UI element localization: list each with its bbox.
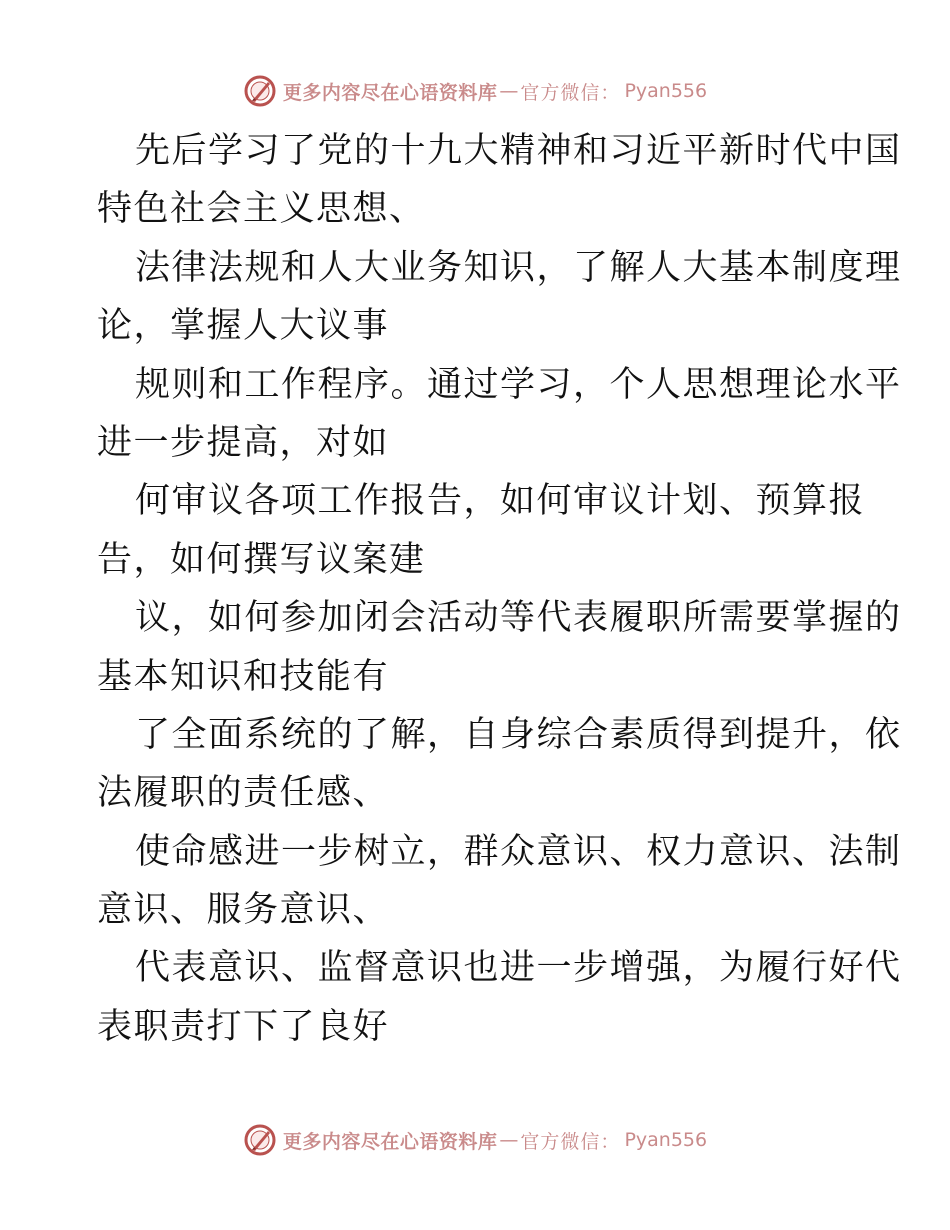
wechat-id: Pyan556 [624,80,708,102]
wechat-id: Pyan556 [624,1129,708,1151]
body-line-3: 法律法规和人大业务知识，了解人大基本制度理 [135,247,902,288]
footer-banner [0,1120,950,1160]
wechat-label: 官方微信： [520,1130,621,1153]
body-line-7: 何审议各项工作报告，如何审议计划、预算报 [135,481,866,522]
quill-logo-icon [243,1123,277,1157]
body-line-14: 意识、服务意识、 [97,890,390,931]
banner-dash: — [499,1129,519,1151]
body-line-4: 论，掌握人大议事 [97,306,390,347]
body-line-13: 使命感进一步树立，群众意识、权力意识、法制 [135,831,902,872]
banner-text: 更多内容尽在心语资料库 [282,1130,498,1153]
quill-logo-icon [243,74,277,108]
document-body [97,122,902,1056]
wechat-label: 官方微信： [520,81,621,104]
banner-text: 更多内容尽在心语资料库 [282,81,498,104]
body-line-8: 告，如何撰写议案建 [97,539,426,580]
header-banner [0,71,950,111]
body-line-9: 议，如何参加闭会活动等代表履职所需要掌握的 [135,598,902,639]
body-line-10: 基本知识和技能有 [97,656,390,697]
body-line-2: 特色社会主义思想、 [97,189,426,230]
body-line-6: 进一步提高，对如 [97,422,390,463]
body-line-5: 规则和工作程序。通过学习，个人思想理论水平 [135,364,902,405]
body-line-1: 先后学习了党的十九大精神和习近平新时代中国 [135,131,902,171]
body-line-12: 法履职的责任感、 [97,773,390,814]
banner-dash: — [499,80,519,102]
body-line-16: 表职责打下了良好 [97,1006,390,1047]
body-line-15: 代表意识、监督意识也进一步增强，为履行好代 [135,948,902,989]
body-line-11: 了全面系统的了解，自身综合素质得到提升，依 [135,714,902,755]
